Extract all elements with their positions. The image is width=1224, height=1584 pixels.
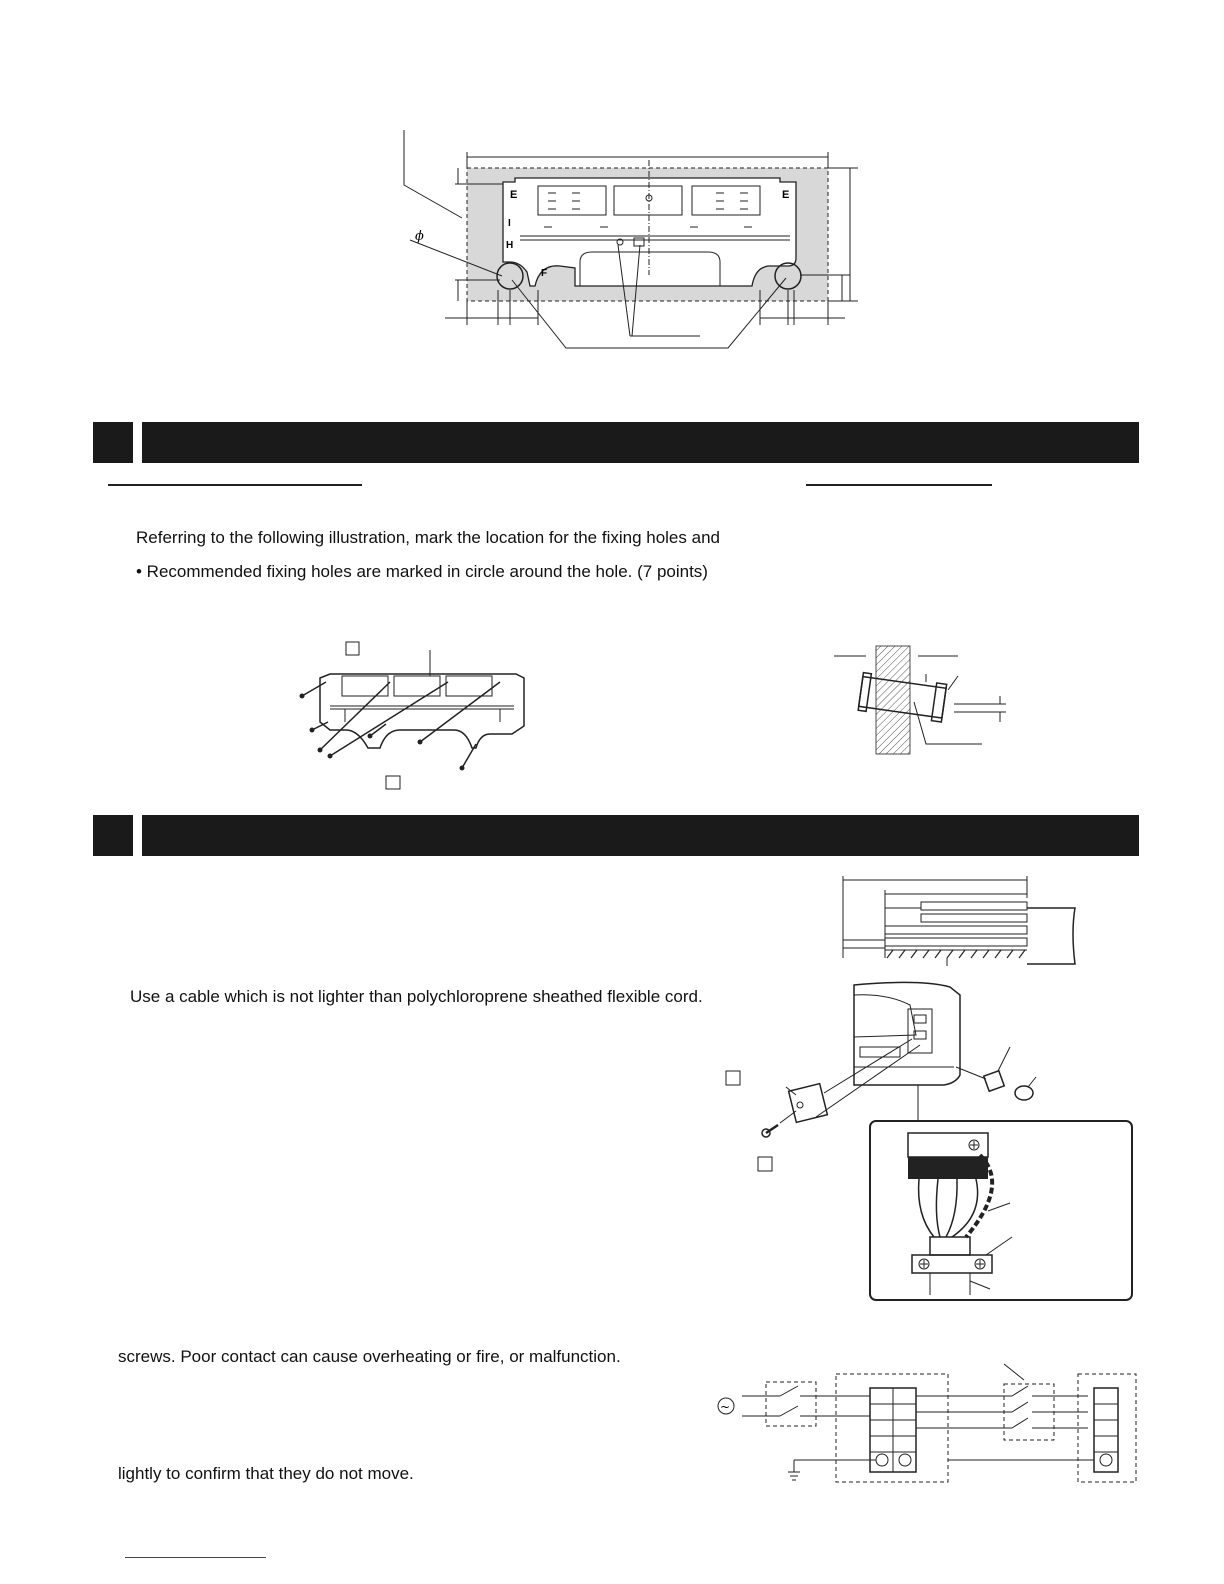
mounting-plate-screws-diagram bbox=[290, 630, 550, 800]
letter-e-left: E bbox=[510, 189, 518, 201]
marker-box-top bbox=[346, 642, 359, 655]
section-header-bar-2 bbox=[142, 815, 1139, 856]
wall-section bbox=[876, 646, 910, 754]
ac-source-symbol: ~ bbox=[720, 1400, 731, 1414]
subheading-underline-right bbox=[806, 484, 992, 486]
confirm-wires-text: lightly to confirm that they do not move. bbox=[118, 1464, 414, 1483]
poor-contact-warning-text: screws. Poor contact can cause overheating or fire, or malfunction. bbox=[118, 1347, 621, 1366]
recommended-holes-note: • Recommended fixing holes are marked in circle around the hole. (7 points) bbox=[136, 562, 708, 581]
letter-i: I bbox=[508, 218, 511, 229]
indoor-unit-wiring-diagram bbox=[720, 975, 1140, 1310]
bottom-link-underline bbox=[125, 1557, 266, 1558]
instruction-text-fixing-holes: Referring to the following illustration, mark the location for the fixing holes and bbox=[136, 528, 720, 547]
breaker-box-left bbox=[766, 1382, 816, 1426]
wiring-schematic bbox=[712, 1360, 1142, 1490]
letter-e-right: E bbox=[782, 189, 790, 201]
diameter-symbol: ϕ bbox=[415, 229, 424, 244]
cable-strip-length-diagram bbox=[835, 868, 1085, 968]
section-header-bar-1 bbox=[142, 422, 1139, 463]
mounting-plate-diagram bbox=[0, 0, 1224, 400]
section-number-box-2 bbox=[93, 815, 133, 856]
terminal-block-inset bbox=[870, 1121, 1132, 1300]
section-number-box-1 bbox=[93, 422, 133, 463]
letter-f: F bbox=[541, 268, 548, 279]
cable-requirement-text: Use a cable which is not lighter than polychloroprene sheathed flexible cord. bbox=[130, 987, 703, 1006]
marker-box-b bbox=[758, 1157, 772, 1171]
subheading-underline-left bbox=[108, 484, 362, 486]
wall-pipe-sleeve-diagram bbox=[830, 640, 1020, 760]
marker-box-a bbox=[726, 1071, 740, 1085]
terminal-cover bbox=[789, 1084, 828, 1123]
letter-h: H bbox=[506, 240, 514, 251]
marker-box-bottom bbox=[386, 776, 400, 789]
